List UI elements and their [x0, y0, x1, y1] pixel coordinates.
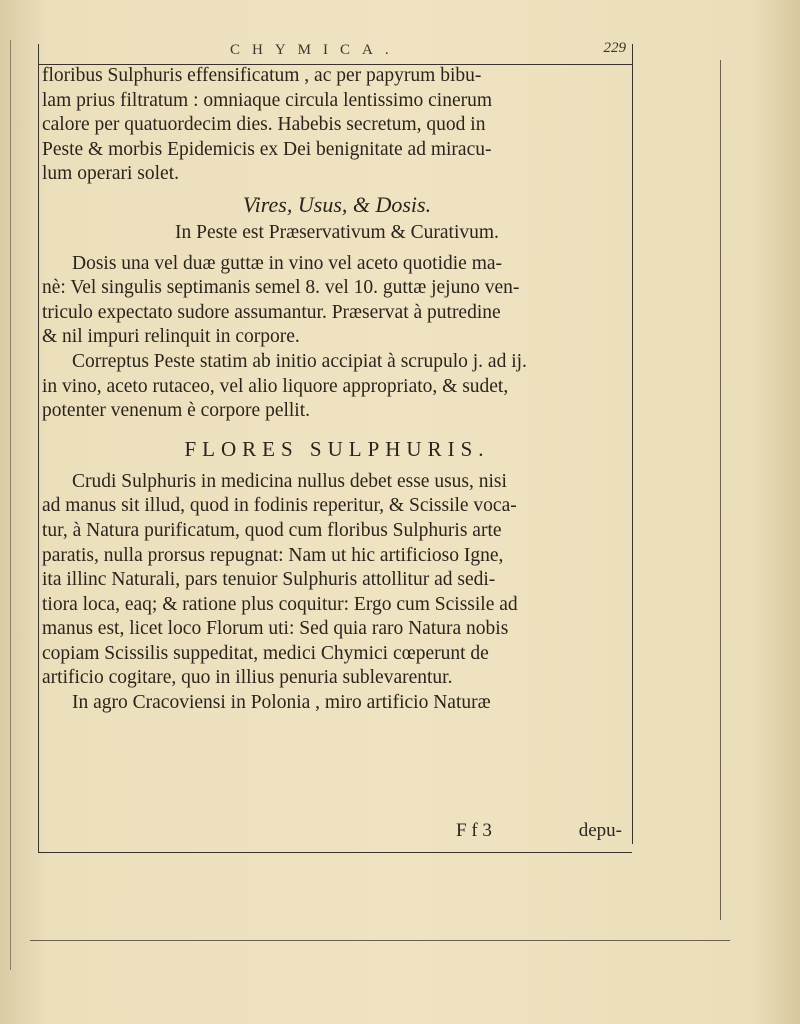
subheading: Vires, Usus, & Dosis. [242, 191, 432, 217]
paragraph [42, 470, 632, 691]
text-line: Peste & morbis Epidemicis ex Dei benignitate ad miracu- [42, 138, 492, 160]
catchword: depu- [578, 820, 622, 841]
text-line: nè: Vel singulis septimanis semel 8. vel 10. guttæ jejuno ven- [42, 277, 520, 299]
text-line: & nil impuri relinquit in corpore. [42, 326, 300, 348]
running-head: CHYMICA. [230, 42, 401, 58]
text-line: triculo expectato sudore assumantur. Præservat à putredine [42, 301, 501, 323]
bottom-edge-rule [30, 940, 730, 941]
paragraph [42, 252, 632, 350]
outer-edge-rule [720, 60, 721, 920]
text-line: artificio cogitare, quo in illius penuria sublevarentur. [42, 667, 453, 689]
text-line: ad manus sit illud, quod in fodinis reperitur, & Scissile voca- [42, 495, 517, 517]
text-line: in vino, aceto rutaceo, vel alio liquore appropriato, & sudet, [42, 375, 509, 397]
signature-mark: F f 3 [456, 820, 492, 841]
text-line: manus est, licet loco Florum uti: Sed quia raro Natura nobis [42, 618, 509, 640]
body-text [42, 64, 632, 716]
text-line: copiam Scissilis suppeditat, medici Chymici cœperunt de [42, 642, 489, 664]
left-margin-rule [38, 44, 39, 852]
section-title: FLORES SULPHURIS. [184, 436, 490, 461]
text-line: paratis, nulla prorsus repugnat: Nam ut hic artificioso Igne, [42, 544, 504, 566]
text-line: lum operari solet. [42, 163, 180, 185]
text-line: Dosis una vel duæ guttæ in vino vel aceto quotidie ma- [72, 252, 503, 274]
paragraph [42, 64, 632, 187]
page-header [40, 36, 630, 66]
text-line: floribus Sulphuris effensificatum , ac per papyrum bibu- [42, 65, 482, 86]
text-line: ita illinc Naturali, pars tenuior Sulphuris attollitur ad sedi- [42, 569, 496, 591]
page-footer [42, 820, 630, 844]
text-line: In agro Cracoviensi in Polonia , miro artificio Naturæ [72, 692, 491, 714]
text-line: Correptus Peste statim ab initio accipiat à scrupulo j. ad ij. [72, 350, 527, 372]
footer-rule [38, 852, 632, 853]
binding-edge [10, 40, 11, 970]
page-number: 229 [603, 40, 626, 56]
text-line: tiora loca, eaq; & ratione plus coquitur: Ergo cum Scissile ad [42, 593, 518, 615]
paragraph [42, 350, 632, 424]
text-line: tur, à Natura purificatum, quod cum floribus Sulphuris arte [42, 519, 502, 541]
text-line: potenter venenum è corpore pellit. [42, 400, 311, 422]
text-line: lam prius filtratum : omniaque circula lentissimo cinerum [42, 89, 493, 111]
text-line: Crudi Sulphuris in medicina nullus debet esse usus, nisi [72, 470, 507, 492]
right-margin-rule [632, 44, 633, 844]
text-line: calore per quatuordecim dies. Habebis secretum, quod in [42, 114, 486, 136]
lead-line: In Peste est Præservativum & Curativum. [175, 221, 499, 243]
paragraph [42, 691, 632, 716]
